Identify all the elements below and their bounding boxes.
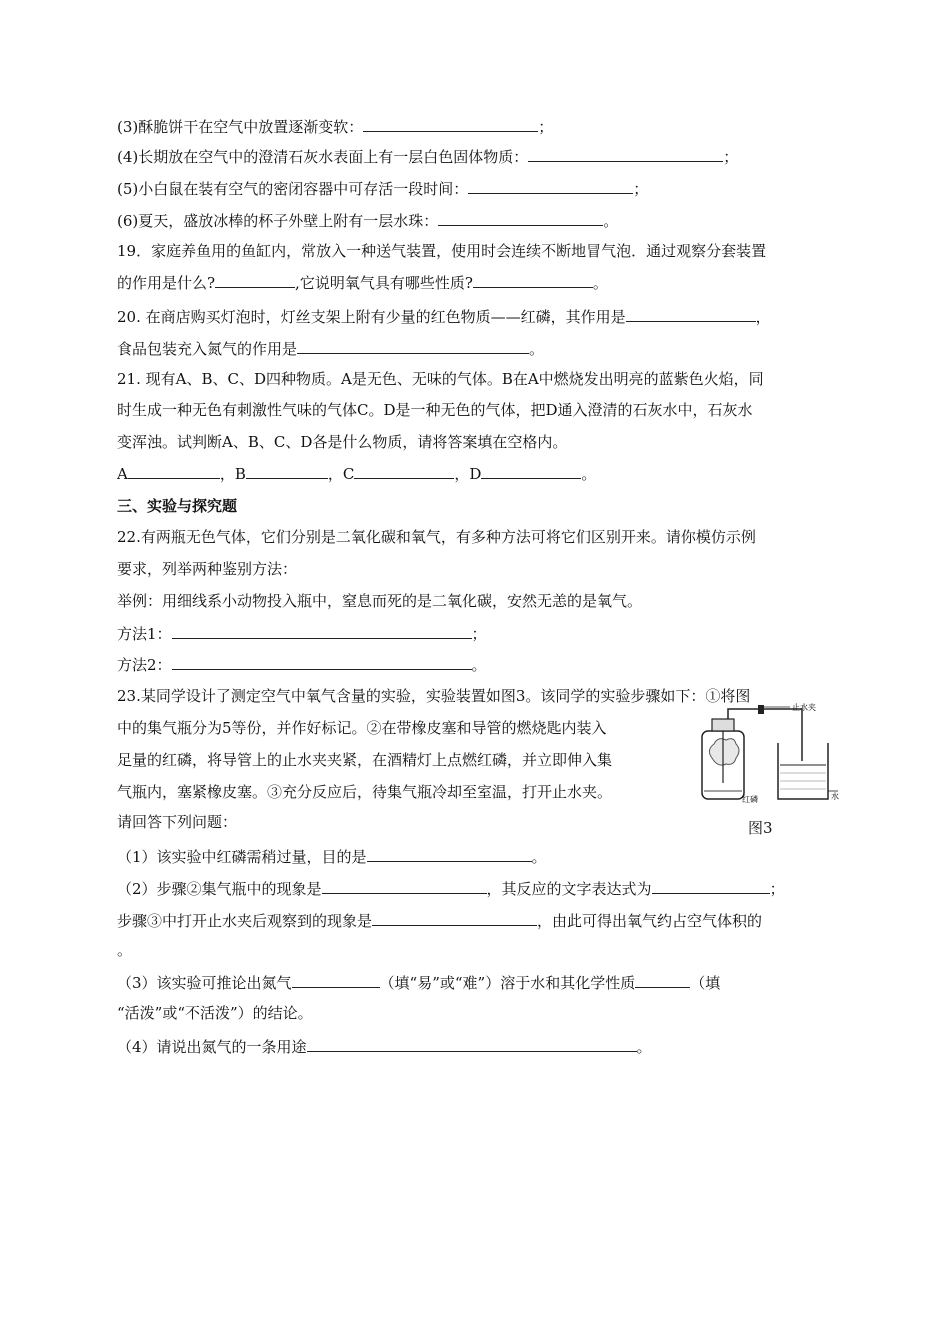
apparatus-diagram (694, 703, 844, 803)
answer-blank[interactable] (307, 1036, 637, 1052)
answer-blank-d[interactable] (481, 463, 581, 479)
answer-blank-b[interactable] (246, 463, 328, 479)
q19-line-2: 的作用是什么? ,它说明氧气具有哪些性质? 。 (117, 274, 608, 292)
figure-caption: 图3 (748, 819, 773, 837)
q22-method-1: 方法1： ； (117, 625, 487, 643)
q21-line-2: 时生成一种无色有刺激性气味的气体C。D是一种无色的气体，把D通入澄清的石灰水中，石灰水 (117, 401, 753, 419)
clamp-label: 止水夹 (792, 703, 816, 712)
q18-5-line: (5)小白鼠在装有空气的密闭容器中可存活一段时间： ； (117, 180, 649, 198)
q21-answer-line: A ，B ，C ，D 。 (117, 465, 597, 483)
q23-sub-3-cont: “活泼”或“不活泼”）的结论。 (117, 1004, 313, 1022)
q23-sub-2-cont: 步骤③中打开止水夹后观察到的现象是 ，由此可得出氧气约占空气体积的 (117, 912, 763, 930)
answer-blank[interactable] (363, 116, 538, 132)
answer-blank[interactable] (215, 272, 295, 288)
figure-3-apparatus (694, 703, 844, 803)
q23-sub-1: （1）该实验中红磷需稍过量，目的是 。 (117, 848, 547, 866)
answer-blank[interactable] (367, 846, 532, 862)
q23-line-2: 中的集气瓶分为5等份，并作好标记。②在带橡皮塞和导管的燃烧匙内装入 (117, 719, 607, 737)
q23-sub-2: （2）步骤②集气瓶中的现象是 ，其反应的文字表达式为 ； (117, 880, 785, 898)
q23-line-3: 足量的红磷，将导管上的止水夹夹紧，在酒精灯上点燃红磷，并立即伸入集 (117, 751, 613, 769)
q22-method-2: 方法2： 。 (117, 656, 487, 674)
q23-sub-2-end: 。 (117, 941, 133, 959)
answer-blank[interactable] (473, 272, 593, 288)
answer-blank[interactable] (528, 146, 723, 162)
answer-blank[interactable] (172, 654, 472, 670)
section-heading: 三、实验与探究题 (117, 497, 238, 515)
q20-line-1: 20. 在商店购买灯泡时，灯丝支架上附有少量的红色物质——红磷，其作用是 ， (117, 308, 771, 326)
q22-line-1: 22.有两瓶无色气体，它们分别是二氧化碳和氧气，有多种方法可将它们区别开来。请你模仿示例 (117, 528, 756, 546)
answer-blank[interactable] (172, 623, 472, 639)
answer-blank[interactable] (635, 972, 690, 988)
answer-blank[interactable] (297, 338, 529, 354)
answer-blank-a[interactable] (128, 463, 220, 479)
answer-blank[interactable] (468, 178, 633, 194)
q18-3-line: (3)酥脆饼干在空气中放置逐渐变软： ； (117, 118, 554, 136)
q21-line-3: 变浑浊。试判断A、B、C、D各是什么物质，请将答案填在空格内。 (117, 433, 568, 451)
water-label: 水 (831, 792, 839, 801)
q20-line-2: 食品包装充入氮气的作用是 。 (117, 340, 545, 358)
phosphorus-label: 红磷 (742, 795, 758, 803)
q18-6-line: (6)夏天，盛放冰棒的杯子外壁上附有一层水珠： 。 (117, 212, 619, 230)
q18-4-line: (4)长期放在空气中的澄清石灰水表面上有一层白色固体物质： ； (117, 148, 739, 166)
q23-line-1: 23.某同学设计了测定空气中氧气含量的实验，实验装置如图3。该同学的实验步骤如下：①将图 (117, 687, 751, 705)
q22-line-2: 要求，列举两种鉴别方法： (117, 560, 298, 578)
answer-blank[interactable] (372, 910, 537, 926)
answer-blank[interactable] (626, 306, 756, 322)
answer-blank[interactable] (438, 210, 603, 226)
q23-line-4: 气瓶内，塞紧橡皮塞。③充分反应后，待集气瓶冷却至室温，打开止水夹。 (117, 783, 613, 801)
q21-line-1: 21. 现有A、B、C、D四种物质。A是无色、无味的气体。B在A中燃烧发出明亮的蓝紫色火焰，同 (117, 370, 764, 388)
answer-blank-c[interactable] (354, 463, 454, 479)
q22-example: 举例：用细线系小动物投入瓶中，窒息而死的是二氧化碳，安然无恙的是氧气。 (117, 592, 643, 610)
q19-line-1: 19．家庭养鱼用的鱼缸内，常放入一种送气装置，使用时会连续不断地冒气泡．通过观察分套装置 (117, 242, 767, 260)
answer-blank[interactable] (292, 972, 380, 988)
q23-sub-4: （4）请说出氮气的一条用途 。 (117, 1038, 652, 1056)
q23-line-5: 请回答下列问题： (117, 813, 238, 831)
q23-sub-3: （3）该实验可推论出氮气 （填“易”或“难”）溶于水和其化学性质 （填 (117, 974, 721, 992)
answer-blank[interactable] (652, 878, 770, 894)
answer-blank[interactable] (322, 878, 487, 894)
